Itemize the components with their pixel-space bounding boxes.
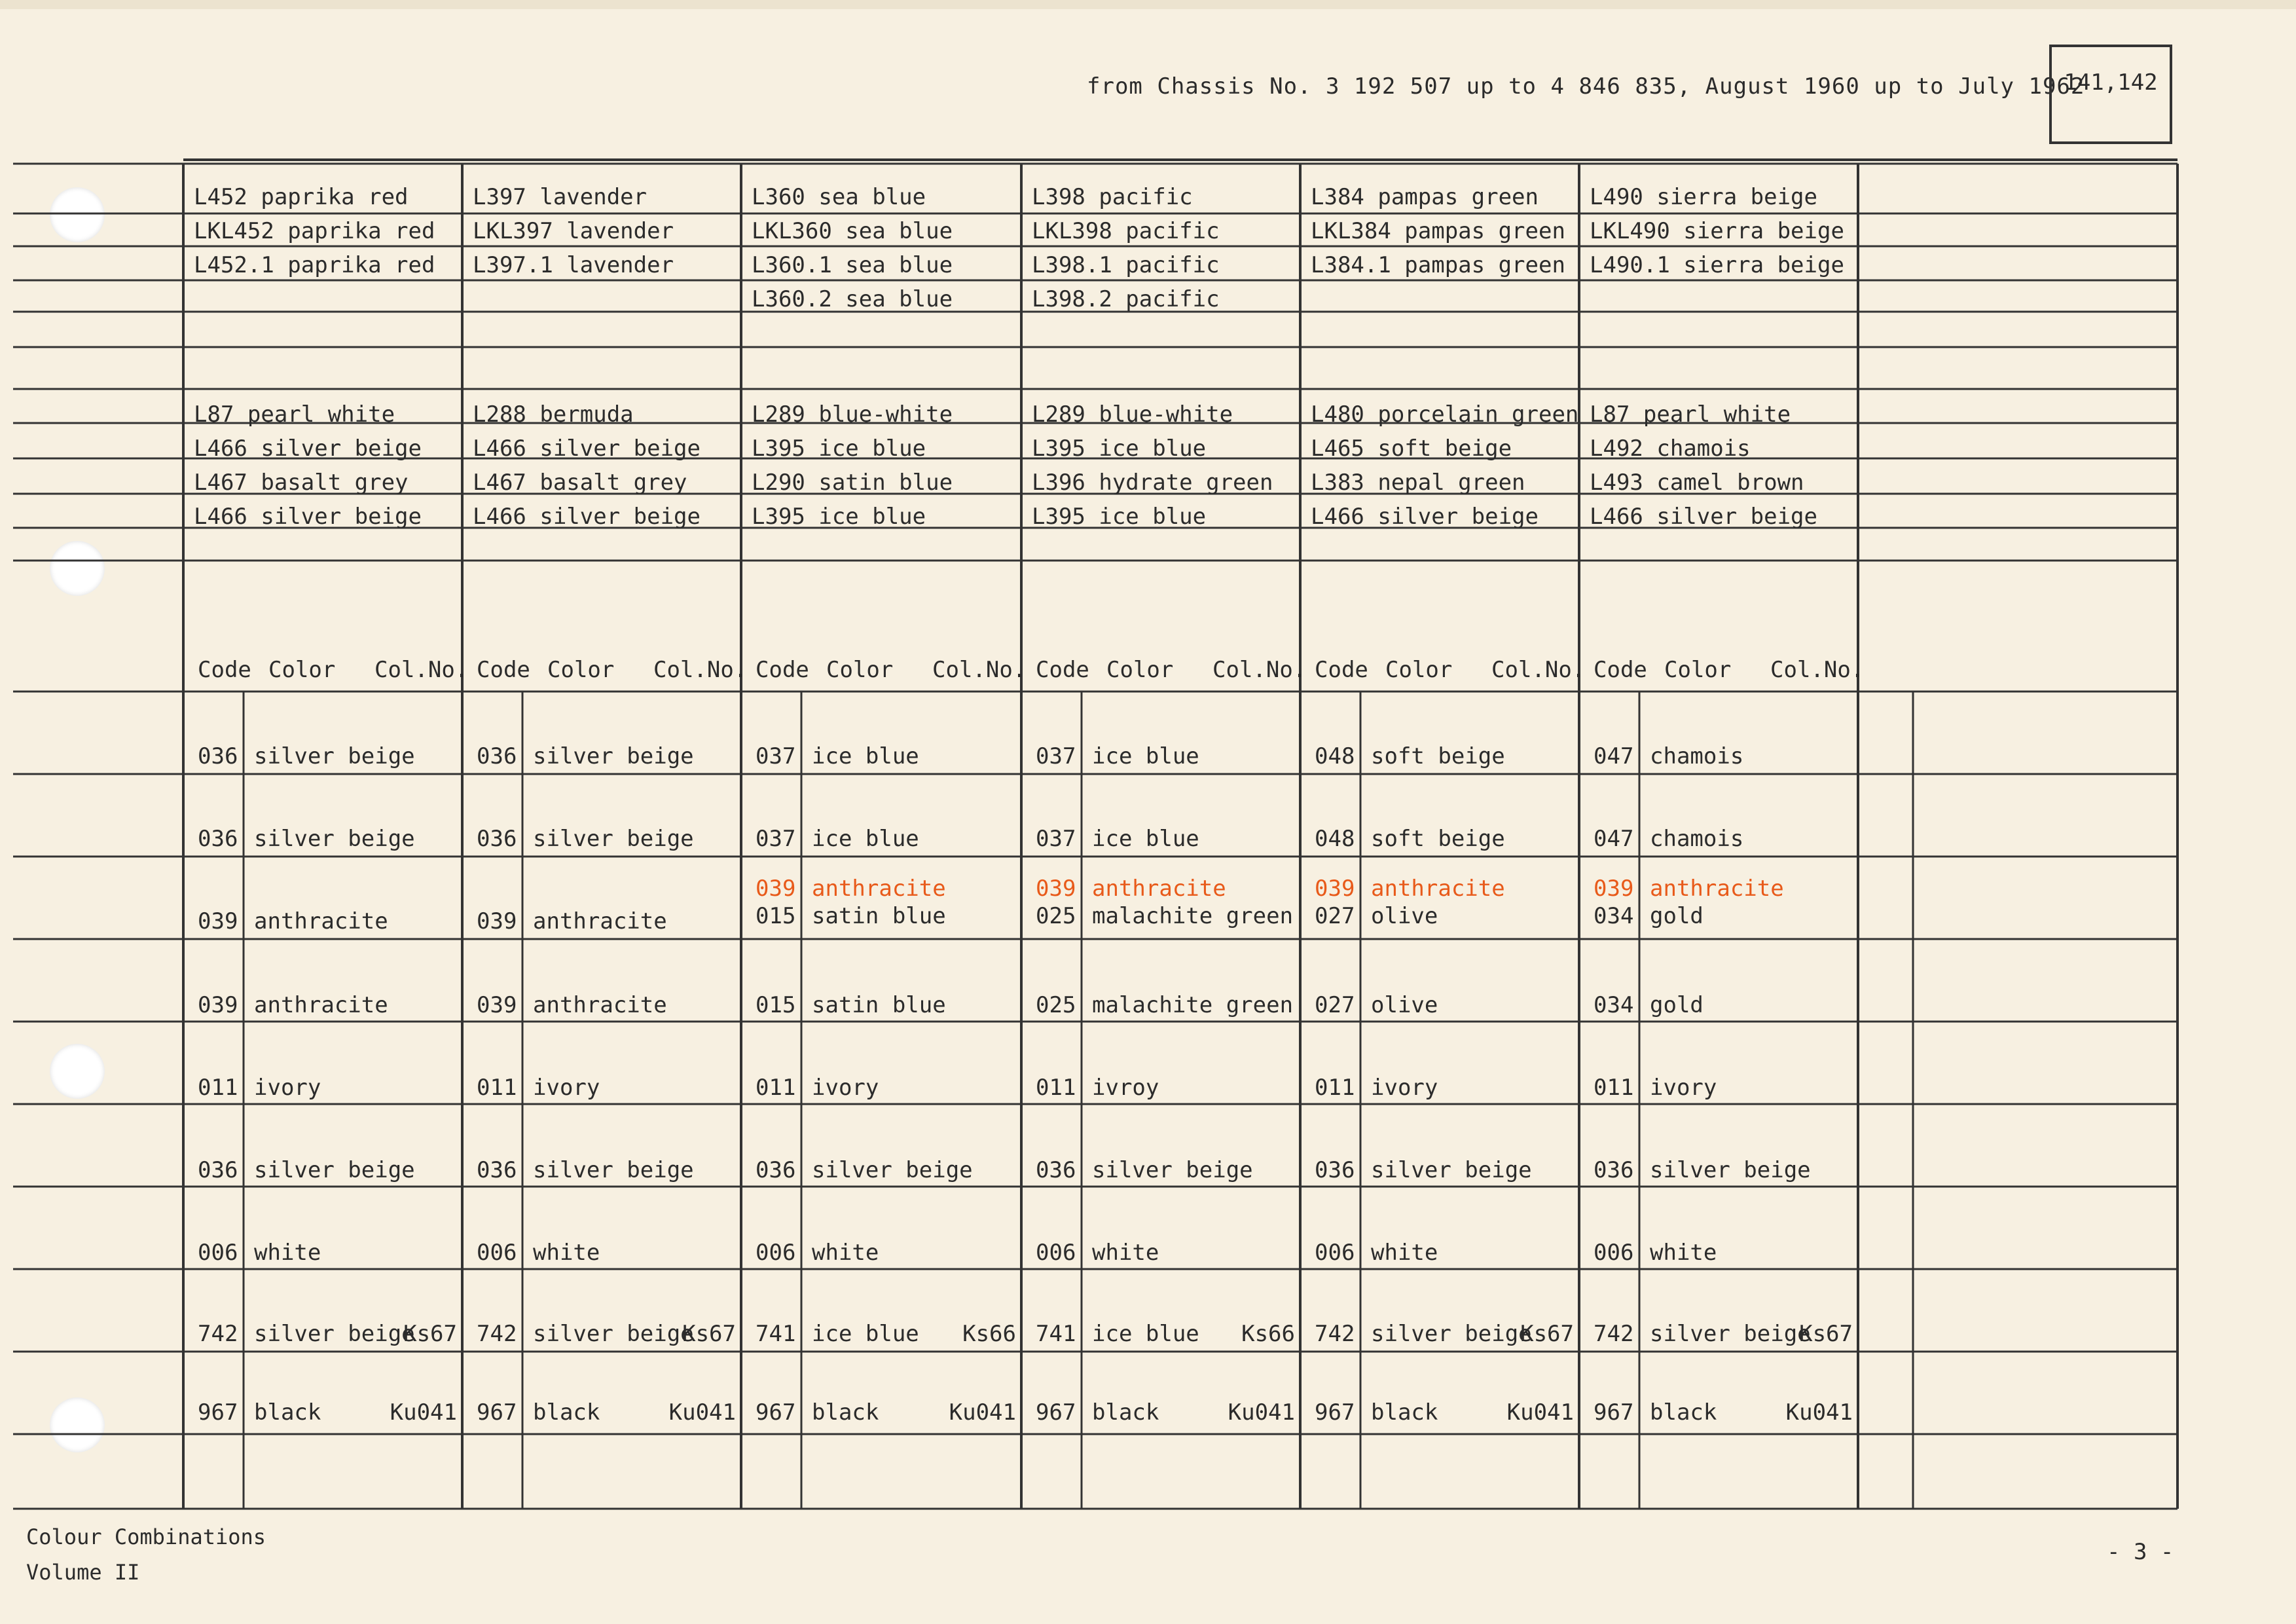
- upholstery-entry: L395 ice blue: [752, 504, 926, 530]
- trim-color: ivory: [1371, 1075, 1438, 1101]
- trim-code: 011: [1315, 1075, 1355, 1101]
- header-code: Code: [1594, 657, 1647, 683]
- upholstery-entry: L288 bermuda: [473, 401, 634, 428]
- trim-color: ice blue: [1092, 826, 1199, 852]
- trim-code: 036: [756, 1157, 796, 1183]
- trim-code: 967: [756, 1399, 796, 1426]
- header-colno: Col.No.: [374, 657, 469, 683]
- footer-title: Colour Combinations: [26, 1524, 266, 1549]
- trim-code: 036: [477, 826, 517, 852]
- header-colno: Col.No.: [932, 657, 1027, 683]
- paint-code-entry: LKL452 paprika red: [194, 218, 435, 244]
- header-code: Code: [1315, 657, 1368, 683]
- trim-color: anthracite: [1650, 876, 1784, 902]
- trim-code: 034: [1594, 903, 1634, 929]
- trim-code: 742: [198, 1321, 238, 1347]
- paint-code-entry: L398 pacific: [1032, 184, 1193, 210]
- upholstery-entry: L466 silver beige: [473, 435, 701, 462]
- trim-color: silver beige: [1371, 1321, 1532, 1347]
- trim-color: satin blue: [812, 903, 946, 929]
- trim-color: silver beige: [1371, 1157, 1532, 1183]
- paint-code-entry: L398.2 pacific: [1032, 286, 1220, 312]
- trim-code: 039: [198, 908, 238, 934]
- trim-colno: Ku041: [1785, 1399, 1853, 1426]
- chassis-range-header: from Chassis No. 3 192 507 up to 4 846 835, August 1960 up to July 1962: [1087, 73, 2085, 100]
- upholstery-entry: L466 silver beige: [194, 504, 422, 530]
- trim-code: 037: [756, 826, 796, 852]
- upholstery-entry: L480 porcelain green: [1311, 401, 1579, 428]
- trim-colno: Ks67: [682, 1321, 736, 1347]
- paint-code-entry: L490.1 sierra beige: [1590, 252, 1844, 278]
- trim-colno: Ks66: [1241, 1321, 1295, 1347]
- trim-color: silver beige: [533, 826, 694, 852]
- trim-code: 039: [477, 908, 517, 934]
- trim-color: silver beige: [812, 1157, 973, 1183]
- trim-code: 741: [756, 1321, 796, 1347]
- trim-color: anthracite: [254, 992, 388, 1018]
- trim-color: silver beige: [254, 1321, 415, 1347]
- trim-color: anthracite: [533, 992, 667, 1018]
- trim-code: 036: [198, 743, 238, 769]
- trim-color: olive: [1371, 992, 1438, 1018]
- upholstery-entry: L383 nepal green: [1311, 470, 1525, 496]
- upholstery-entry: L87 pearl white: [194, 401, 395, 428]
- trim-color: black: [1092, 1399, 1159, 1426]
- trim-colno: Ku041: [949, 1399, 1016, 1426]
- trim-code: 039: [1315, 876, 1355, 902]
- trim-code: 036: [1036, 1157, 1076, 1183]
- trim-code: 967: [1036, 1399, 1076, 1426]
- upholstery-entry: L396 hydrate green: [1032, 470, 1273, 496]
- trim-code: 742: [1315, 1321, 1355, 1347]
- trim-code: 011: [1594, 1075, 1634, 1101]
- trim-code: 742: [1594, 1321, 1634, 1347]
- upholstery-entry: L395 ice blue: [1032, 435, 1207, 462]
- trim-code: 025: [1036, 992, 1076, 1018]
- trim-color: black: [533, 1399, 600, 1426]
- trim-code: 036: [1315, 1157, 1355, 1183]
- header-code: Code: [477, 657, 530, 683]
- trim-color: silver beige: [533, 1157, 694, 1183]
- header-colno: Col.No.: [1770, 657, 1865, 683]
- trim-code: 015: [756, 992, 796, 1018]
- trim-color: silver beige: [1650, 1321, 1811, 1347]
- paint-code-entry: LKL398 pacific: [1032, 218, 1220, 244]
- trim-code: 037: [1036, 826, 1076, 852]
- paint-code-entry: L397 lavender: [473, 184, 647, 210]
- paint-code-entry: L398.1 pacific: [1032, 252, 1220, 278]
- header-code: Code: [1036, 657, 1089, 683]
- trim-color: ice blue: [812, 1321, 919, 1347]
- trim-color: anthracite: [1092, 876, 1226, 902]
- trim-color: soft beige: [1371, 826, 1505, 852]
- trim-colno: Ks66: [962, 1321, 1016, 1347]
- trim-color: ice blue: [1092, 743, 1199, 769]
- paint-code-entry: LKL360 sea blue: [752, 218, 953, 244]
- trim-color: gold: [1650, 903, 1704, 929]
- header-color: Color: [1664, 657, 1732, 683]
- paint-code-entry: LKL384 pampas green: [1311, 218, 1565, 244]
- trim-color: white: [1092, 1240, 1159, 1266]
- header-code: Code: [756, 657, 809, 683]
- trim-color: ivory: [254, 1075, 321, 1101]
- trim-code: 742: [477, 1321, 517, 1347]
- trim-color: silver beige: [254, 826, 415, 852]
- trim-code: 006: [1594, 1240, 1634, 1266]
- trim-code: 048: [1315, 743, 1355, 769]
- trim-code: 034: [1594, 992, 1634, 1018]
- upholstery-entry: L493 camel brown: [1590, 470, 1804, 496]
- trim-colno: Ku041: [1506, 1399, 1574, 1426]
- trim-code: 036: [1594, 1157, 1634, 1183]
- paint-code-entry: L452 paprika red: [194, 184, 409, 210]
- trim-color: chamois: [1650, 743, 1744, 769]
- trim-color: ivroy: [1092, 1075, 1159, 1101]
- trim-color: white: [533, 1240, 600, 1266]
- trim-code: 027: [1315, 992, 1355, 1018]
- header-color: Color: [268, 657, 336, 683]
- trim-color: olive: [1371, 903, 1438, 929]
- header-colno: Col.No.: [653, 657, 748, 683]
- footer: [26, 1519, 266, 1590]
- trim-color: ivory: [812, 1075, 879, 1101]
- trim-code: 006: [756, 1240, 796, 1266]
- trim-color: malachite green: [1092, 992, 1294, 1018]
- header-colno: Col.No.: [1212, 657, 1307, 683]
- header-color: Color: [547, 657, 615, 683]
- upholstery-entry: L466 silver beige: [194, 435, 422, 462]
- upholstery-entry: L466 silver beige: [1590, 504, 1817, 530]
- trim-color: anthracite: [533, 908, 667, 934]
- trim-color: chamois: [1650, 826, 1744, 852]
- upholstery-entry: L87 pearl white: [1590, 401, 1791, 428]
- upholstery-entry: L395 ice blue: [752, 435, 926, 462]
- trim-code: 011: [756, 1075, 796, 1101]
- trim-colno: Ku041: [390, 1399, 457, 1426]
- trim-color: white: [812, 1240, 879, 1266]
- trim-color: white: [1650, 1240, 1717, 1266]
- trim-colno: Ku041: [668, 1399, 736, 1426]
- trim-color: silver beige: [254, 743, 415, 769]
- trim-code: 036: [477, 743, 517, 769]
- trim-color: soft beige: [1371, 743, 1505, 769]
- trim-code: 027: [1315, 903, 1355, 929]
- trim-code: 006: [1315, 1240, 1355, 1266]
- footer-volume: Volume II: [26, 1560, 140, 1585]
- trim-color: silver beige: [1650, 1157, 1811, 1183]
- paint-code-entry: L360.1 sea blue: [752, 252, 953, 278]
- trim-color: ice blue: [812, 743, 919, 769]
- trim-colno: Ku041: [1228, 1399, 1295, 1426]
- trim-code: 967: [1315, 1399, 1355, 1426]
- trim-code: 037: [756, 743, 796, 769]
- trim-code: 741: [1036, 1321, 1076, 1347]
- trim-code: 967: [477, 1399, 517, 1426]
- trim-code: 039: [756, 876, 796, 902]
- upholstery-entry: L395 ice blue: [1032, 504, 1207, 530]
- header-colno: Col.No.: [1491, 657, 1586, 683]
- trim-color: black: [254, 1399, 321, 1426]
- trim-color: black: [1650, 1399, 1717, 1426]
- upholstery-entry: L467 basalt grey: [473, 470, 687, 496]
- trim-color: black: [812, 1399, 879, 1426]
- trim-code: 037: [1036, 743, 1076, 769]
- trim-code: 967: [198, 1399, 238, 1426]
- upholstery-entry: L466 silver beige: [473, 504, 701, 530]
- paint-code-entry: L490 sierra beige: [1590, 184, 1817, 210]
- header-code: Code: [198, 657, 251, 683]
- trim-code: 015: [756, 903, 796, 929]
- trim-color: silver beige: [533, 1321, 694, 1347]
- trim-code: 025: [1036, 903, 1076, 929]
- trim-color: white: [254, 1240, 321, 1266]
- trim-code: 036: [477, 1157, 517, 1183]
- trim-code: 039: [1036, 876, 1076, 902]
- trim-color: anthracite: [254, 908, 388, 934]
- trim-code: 036: [198, 1157, 238, 1183]
- trim-code: 006: [1036, 1240, 1076, 1266]
- trim-color: gold: [1650, 992, 1704, 1018]
- trim-code: 039: [477, 992, 517, 1018]
- trim-code: 006: [477, 1240, 517, 1266]
- paint-code-entry: L360.2 sea blue: [752, 286, 953, 312]
- trim-code: 048: [1315, 826, 1355, 852]
- trim-code: 039: [1594, 876, 1634, 902]
- trim-code: 011: [198, 1075, 238, 1101]
- trim-color: malachite green: [1092, 903, 1294, 929]
- upholstery-entry: L289 blue-white: [1032, 401, 1233, 428]
- trim-color: anthracite: [812, 876, 946, 902]
- trim-color: ivory: [1650, 1075, 1717, 1101]
- header-color: Color: [1106, 657, 1174, 683]
- trim-code: 039: [198, 992, 238, 1018]
- upholstery-entry: L465 soft beige: [1311, 435, 1512, 462]
- paint-code-entry: L384 pampas green: [1311, 184, 1539, 210]
- paint-code-entry: LKL490 sierra beige: [1590, 218, 1844, 244]
- trim-colno: Ks67: [403, 1321, 457, 1347]
- paint-code-entry: LKL397 lavender: [473, 218, 674, 244]
- page-reference: 141,142: [2064, 69, 2158, 96]
- paint-code-entry: L384.1 pampas green: [1311, 252, 1565, 278]
- trim-color: ivory: [533, 1075, 600, 1101]
- trim-code: 011: [477, 1075, 517, 1101]
- trim-color: ice blue: [812, 826, 919, 852]
- upholstery-entry: L467 basalt grey: [194, 470, 409, 496]
- trim-code: 011: [1036, 1075, 1076, 1101]
- trim-colno: Ks67: [1520, 1321, 1574, 1347]
- upholstery-entry: L289 blue-white: [752, 401, 953, 428]
- upholstery-entry: L492 chamois: [1590, 435, 1751, 462]
- paint-code-entry: L452.1 paprika red: [194, 252, 435, 278]
- header-color: Color: [1385, 657, 1453, 683]
- trim-color: silver beige: [533, 743, 694, 769]
- trim-colno: Ks67: [1799, 1321, 1853, 1347]
- paint-code-entry: L360 sea blue: [752, 184, 926, 210]
- trim-color: white: [1371, 1240, 1438, 1266]
- trim-color: ice blue: [1092, 1321, 1199, 1347]
- trim-color: black: [1371, 1399, 1438, 1426]
- trim-code: 047: [1594, 826, 1634, 852]
- trim-code: 036: [198, 826, 238, 852]
- trim-color: silver beige: [254, 1157, 415, 1183]
- upholstery-entry: L290 satin blue: [752, 470, 953, 496]
- trim-color: anthracite: [1371, 876, 1505, 902]
- trim-code: 047: [1594, 743, 1634, 769]
- trim-color: silver beige: [1092, 1157, 1253, 1183]
- header-color: Color: [826, 657, 894, 683]
- trim-code: 967: [1594, 1399, 1634, 1426]
- paint-code-entry: L397.1 lavender: [473, 252, 674, 278]
- trim-color: satin blue: [812, 992, 946, 1018]
- trim-code: 006: [198, 1240, 238, 1266]
- page-number: - 3 -: [2107, 1539, 2174, 1565]
- upholstery-entry: L466 silver beige: [1311, 504, 1539, 530]
